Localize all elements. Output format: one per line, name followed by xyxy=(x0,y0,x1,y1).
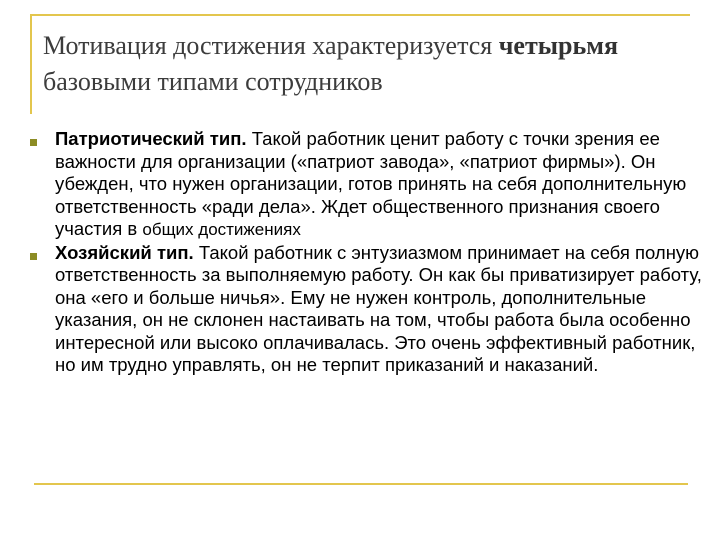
title-part2: базовыми типами сотрудников xyxy=(43,67,383,96)
title-bold-word: четырьмя xyxy=(498,31,619,60)
item-heading: Патриотический тип. xyxy=(55,128,247,149)
slide-title xyxy=(43,28,693,100)
title-part1: Мотивация достижения характеризуется xyxy=(43,31,499,60)
item-text: Такой работник ценит работу с точки зрения ее важности для организации («патриот завода», «патриот фирмы»). Он убежден, что нужен организации, готов принять на себя дополнительную ответственность «ради дела». Ждет общественного признания своего участия в xyxy=(55,128,687,239)
square-bullet-icon xyxy=(30,139,37,146)
decorative-bottom-line xyxy=(34,483,688,485)
bullet-list xyxy=(30,128,702,377)
list-item-owner xyxy=(30,242,702,377)
list-item-patriotic xyxy=(30,128,702,242)
decorative-top-line xyxy=(30,14,690,16)
item-heading: Хозяйский тип. xyxy=(55,241,194,263)
item-text: Такой работник с энтузиазмом принимает на себя полную ответственность за выполняемую работу. Он как бы приватизирует работу, она «его и больше ничья». Ему не нужен контроль, дополнительные указания, он не склонен настаивать на том, чтобы работа была особенно интересной или высоко оплачивалась. Это очень эффективный работник, но им трудно управлять, он не терпит приказаний и наказаний. xyxy=(55,241,702,375)
square-bullet-icon xyxy=(30,253,37,260)
decorative-vertical-line xyxy=(30,14,32,114)
item-text-tail: общих достижениях xyxy=(142,220,301,239)
